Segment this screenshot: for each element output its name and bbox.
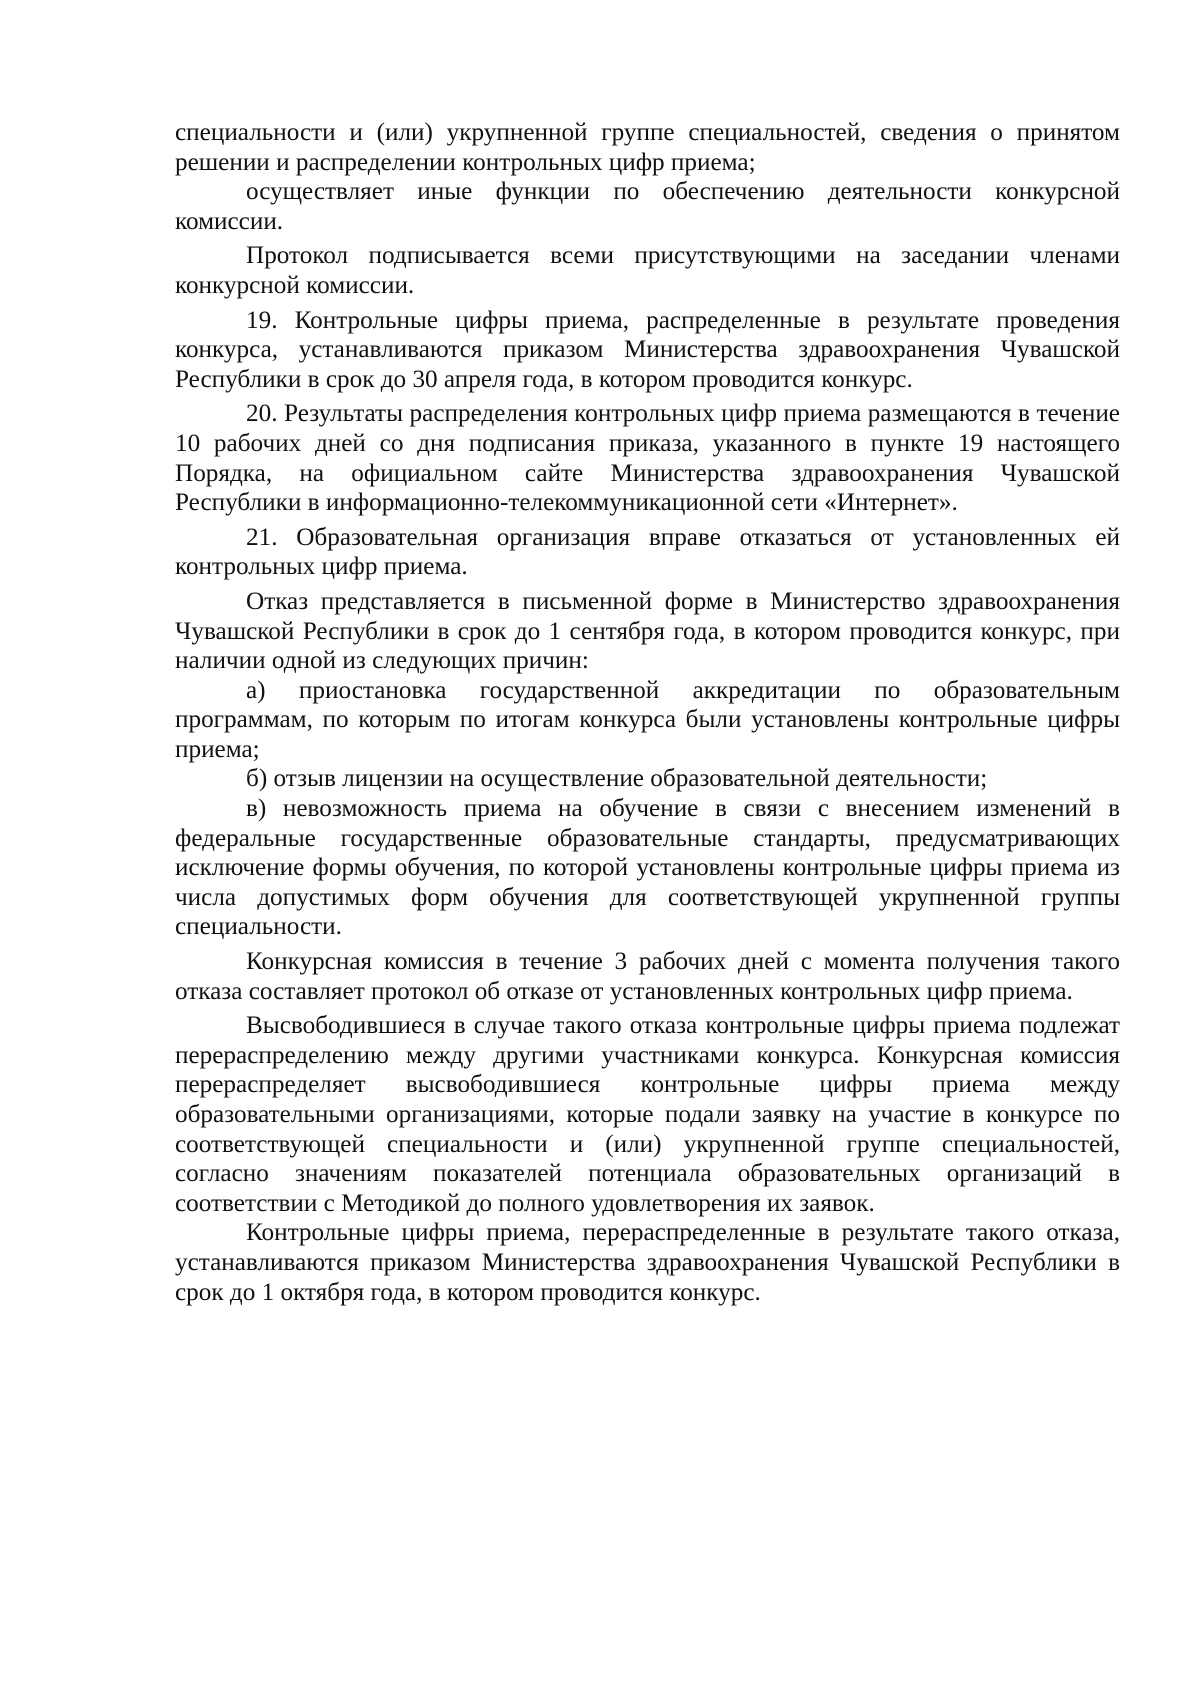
paragraph-refusal-form: Отказ представляется в письменной форме в Министерство здравоохранения Чувашской Республики в срок до 1 сентября года, в котором проводится конкурс, при наличии одной из следующих причин: [175, 587, 1120, 675]
paragraph-item-21: 21. Образовательная организация вправе отказаться от установленных ей контрольных цифр приема. [175, 523, 1120, 581]
list-item-b: б) отзыв лицензии на осуществление образовательной деятельности; [246, 765, 988, 793]
list-item-v: в) невозможность приема на обучение в связи с внесением изменений в федеральные государственные образовательные стандарты, предусматривающих исключение формы обучения, по которой установлены контрольные цифры приема из числа допустимых форм обучения для соответствующей укрупненной группы специальности. [175, 795, 1120, 941]
document-body [175, 118, 1120, 1307]
paragraph-protocol-signing: Протокол подписывается всеми присутствующими на заседании членами конкурсной комиссии. [175, 242, 1120, 299]
paragraph-redistribution-order: Контрольные цифры приема, перераспределенные в результате такого отказа, устанавливаются приказом Министерства здравоохранения Чувашской Республики в срок до 1 октября года, в котором проводится конкурс. [175, 1219, 1120, 1306]
paragraph-refusal-protocol: Конкурсная комиссия в течение 3 рабочих дней с момента получения такого отказа составляет протокол об отказе от установленных контрольных цифр приема. [175, 948, 1120, 1005]
paragraph-redistribution: Высвободившиеся в случае такого отказа контрольные цифры приема подлежат перераспределению между другими участниками конкурса. Конкурсная комиссия перераспределяет высвободившиеся контрольные цифры приема между образовательными организациями, которые подали заявку на участие в конкурсе по соответствующей специальности и (или) укрупненной группе специальностей, согласно значениям показателей потенциала образовательных организаций в соответствии с Методикой до полного удовлетворения их заявок. [175, 1012, 1120, 1217]
list-item-a: а) приостановка государственной аккредитации по образовательным программам, по которым по итогам конкурса были установлены контрольные цифры приема; [175, 676, 1120, 763]
paragraph-item-19: 19. Контрольные цифры приема, распределенные в результате проведения конкурса, устанавливаются приказом Министерства здравоохранения Чувашской Республики в срок до 30 апреля года, в котором проводится конкурс. [175, 306, 1120, 393]
paragraph-item-20: 20. Результаты распределения контрольных цифр приема размещаются в течение 10 рабочих дней со дня подписания приказа, указанного в пункте 19 настоящего Порядка, на официальном сайте Министерства здравоохранения Чувашской Республики в информационно-телекоммуникационной сети «Интернет». [175, 400, 1120, 517]
paragraph-commission-functions: осуществляет иные функции по обеспечению деятельности конкурсной комиссии. [175, 178, 1120, 235]
paragraph-continuation: специальности и (или) укрупненной группе специальностей, сведения о принятом решении и распределении контрольных цифр приема; [175, 119, 1120, 176]
